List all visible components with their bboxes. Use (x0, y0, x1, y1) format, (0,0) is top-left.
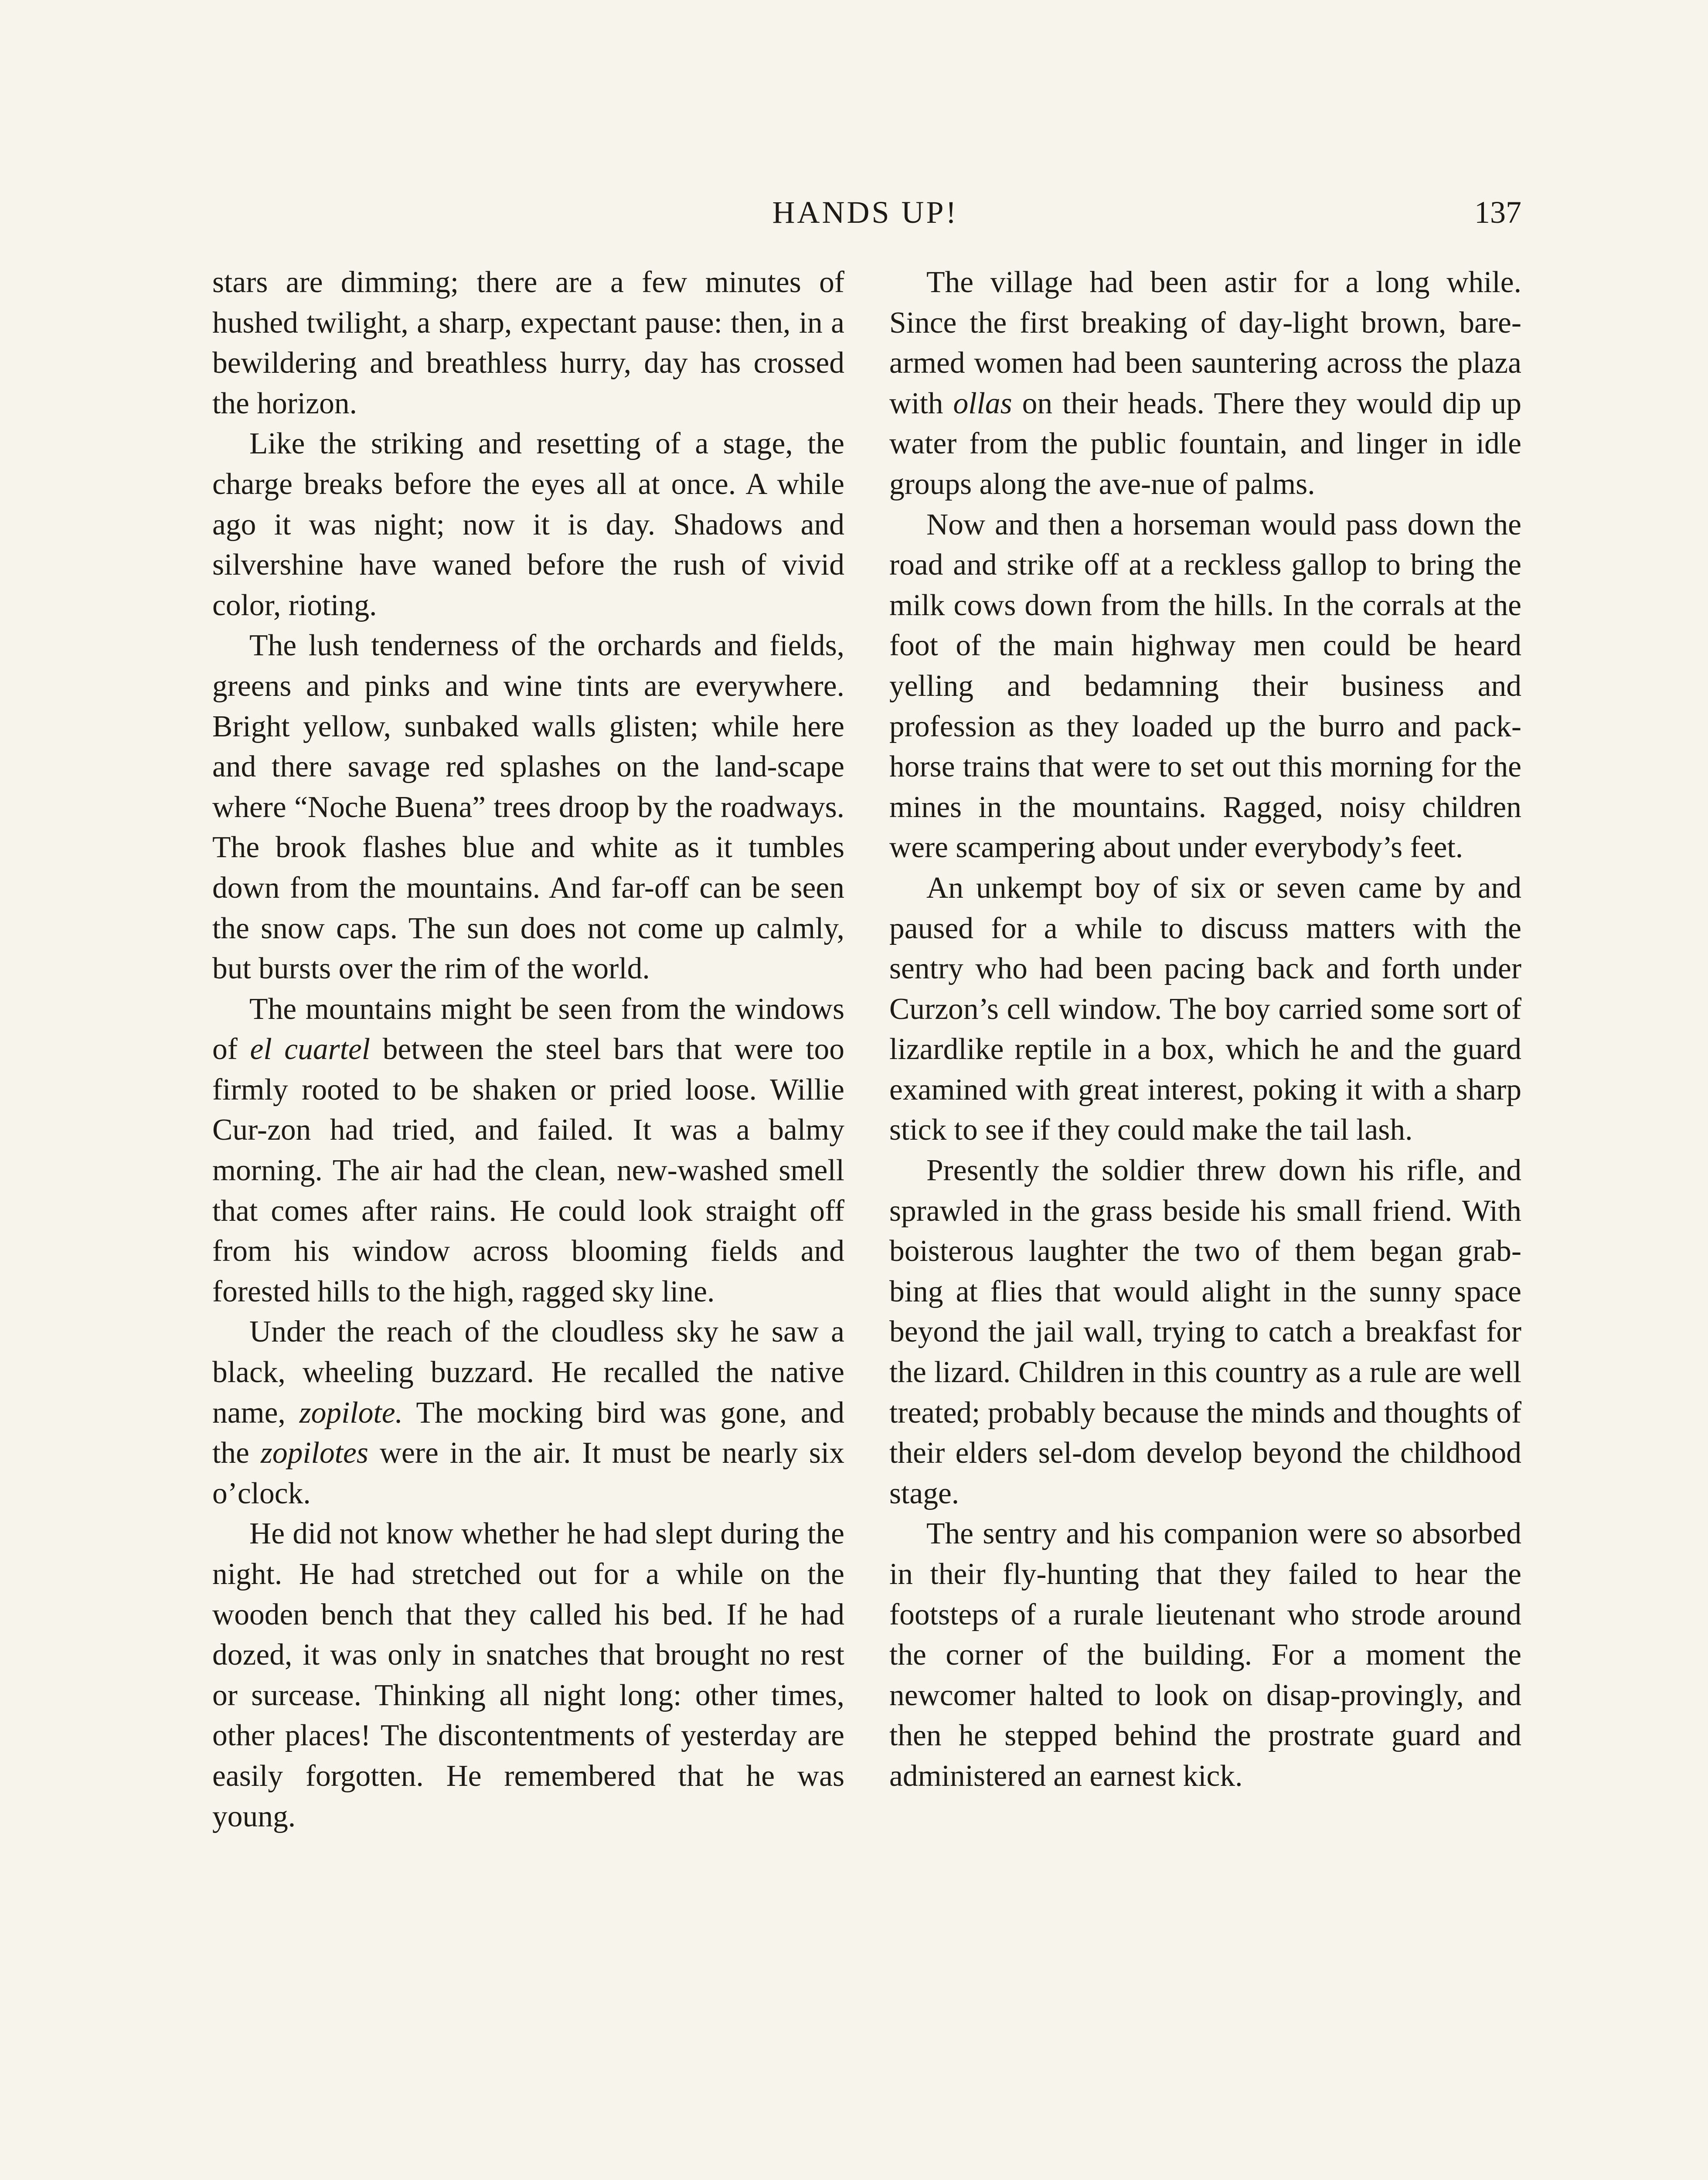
paragraph: Like the striking and resetting of a stage, the charge breaks before the eyes all at once. A while ago it was night; now it is day. Shadows and silvershine have waned before the rush of vivid color, rioting. (212, 427, 844, 622)
paragraph (889, 262, 1521, 505)
italic-term: zopilotes (260, 1436, 368, 1470)
italic-term: el cuartel (250, 1032, 371, 1066)
paragraph: He did not know whether he had slept during the night. He had stretched out for a while on the wooden bench that they called his bed. If he had dozed, it was only in snatches that brought no rest or surcease. Thinking all night long: other times, other places! The discontentments of yesterday are easily forgotten. He remembered that he was young. (212, 1517, 844, 1833)
italic-term: zopilote. (299, 1396, 403, 1430)
paragraph: The sentry and his companion were so absorbed in their fly-hunting that they failed to hear the footsteps of a rurale lieutenant who strode around the corner of the building. For a moment the newcomer halted to look on disap-provingly, and then he stepped behind the prostrate guard and administered an earnest kick. (889, 1517, 1521, 1793)
paragraph (212, 989, 844, 1312)
text-run: on their heads. There they would dip up water from the public fountain, and linger in idle groups along the ave-nue of palms. (889, 386, 1521, 501)
paragraph (212, 1312, 844, 1514)
text-run: The mountains might be seen from the windows of (212, 992, 844, 1066)
text-run: between the steel bars that were too firmly rooted to be shaken or pried loose. Willie Cur-zon had tried, and failed. It was a balmy morning. The air had the clean, new-washed smell that comes after rains. He could look straight off from his window across blooming fields and forested hills to the high, ragged sky line. (212, 1032, 844, 1308)
right-column (889, 262, 1521, 1797)
text-run: The mocking bird was gone, and the (212, 1396, 844, 1470)
text-run: were in the air. It must be nearly six o’clock. (212, 1436, 844, 1510)
page-number: 137 (1474, 195, 1521, 230)
running-title: HANDS UP! (772, 195, 959, 230)
paragraph: An unkempt boy of six or seven came by and paused for a while to discuss matters with the sentry who had been pacing back and forth under Curzon’s cell window. The boy carried some sort of lizardlike reptile in a box, which he and the guard examined with great interest, poking it with a sharp stick to see if they could make the tail lash. (889, 871, 1521, 1147)
paragraph: Presently the soldier threw down his rifle, and sprawled in the grass beside his small friend. With boisterous laughter the two of them began grab-bing at flies that would alight in the sunny space beyond the jail wall, trying to catch a breakfast for the lizard. Children in this country as a rule are well treated; probably because the minds and thoughts of their elders sel-dom develop beyond the childhood stage. (889, 1154, 1521, 1510)
page-header (209, 193, 1521, 232)
paragraph: stars are dimming; there are a few minutes of hushed twilight, a sharp, expectant pause: then, in a bewildering and breathless hurry, day has crossed the horizon. (212, 266, 844, 420)
paragraph: Now and then a horseman would pass down the road and strike off at a reckless gallop to bring the milk cows down from the hills. In the corrals at the foot of the main highway men could be heard yelling and bedamning their business and profession as they loaded up the burro and pack-horse trains that were to set out this morning for the mines in the mountains. Ragged, noisy children were scampering about under everybody’s feet. (889, 508, 1521, 865)
left-column (212, 262, 844, 1837)
text-run: The village had been astir for a long while. Since the first breaking of day-light brown, bare-armed women had been sauntering across the plaza with (889, 266, 1521, 420)
italic-term: ollas (953, 386, 1012, 420)
paragraph: The lush tenderness of the orchards and fields, greens and pinks and wine tints are everywhere. Bright yellow, sunbaked walls glisten; while here and there savage red splashes on the land-scape where “Noche Buena” trees droop by the roadways. The brook flashes blue and white as it tumbles down from the mountains. And far-off can be seen the snow caps. The sun does not come up calmly, but bursts over the rim of the world. (212, 629, 844, 986)
text-run: Under the reach of the cloudless sky he saw a black, wheeling buzzard. He recalled the native name, (212, 1315, 844, 1430)
